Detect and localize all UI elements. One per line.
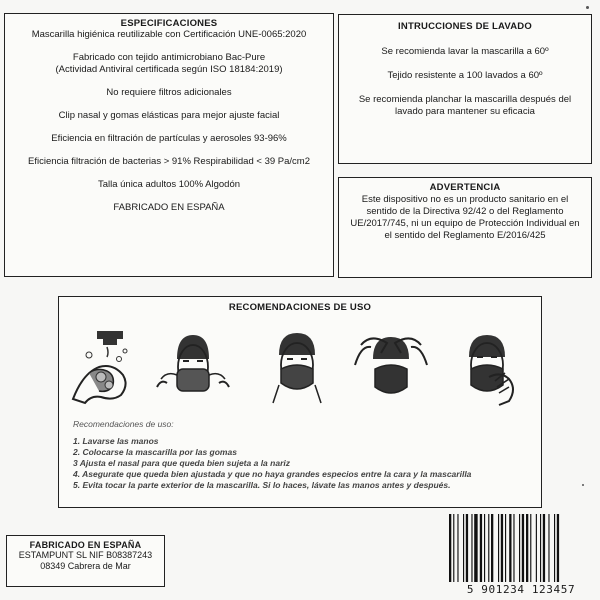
spec-fabric: Fabricado con tejido antimicrobiano Bac-Pure	[72, 52, 266, 63]
spec-size-material: Talla única adultos 100% Algodón	[97, 179, 241, 190]
manufacturer-title: FABRICADO EN ESPAÑA	[29, 540, 142, 550]
spec-no-filters: No requiere filtros adicionales	[106, 87, 232, 98]
recommendation-step: 1. Lavarse las manos	[73, 436, 159, 446]
barcode-icon	[447, 514, 597, 584]
spec-particle-efficiency: Eficiencia en filtración de partículas y aerosoles 93-96%	[51, 133, 287, 144]
washing-ironing: Se recomienda planchar la mascarilla después del lavado para mantener su eficacia	[358, 94, 572, 117]
spec-antiviral: (Actividad Antiviral certificada según ISO 18184:2019)	[55, 64, 283, 75]
manufacturer-panel	[6, 535, 165, 587]
put-on-mask-illustration	[155, 325, 231, 407]
recommendation-step: 2. Colocarse la mascarilla por las gomas	[73, 447, 237, 457]
washing-title: INTRUCCIONES DE LAVADO	[398, 21, 532, 32]
wash-hands-illustration	[67, 325, 143, 407]
recommendation-steps	[73, 436, 471, 491]
recommendations-subtitle: Recomendaciones de uso:	[73, 419, 174, 429]
avoid-touching-mask-illustration	[449, 325, 525, 407]
check-fit-illustration	[353, 325, 429, 407]
specifications-title: ESPECIFICACIONES	[120, 18, 218, 29]
washing-resistance: Tejido resistente a 100 lavados a 60º	[387, 70, 543, 81]
recommendation-step: 5. Evita tocar la parte exterior de la mascarilla. Si lo haces, lávate las manos antes y después.	[73, 480, 451, 490]
recommendation-step: 4. Asegurate que queda bien ajustada y que no haya grandes especios entre la cara y la mascarilla	[73, 469, 472, 479]
warning-title: ADVERTENCIA	[429, 182, 501, 193]
usage-illustrations	[67, 325, 535, 409]
washing-temp: Se recomienda lavar la mascarilla a 60º	[381, 46, 549, 57]
adjust-nose-clip-illustration	[259, 325, 335, 407]
manufacturer-address: 08349 Cabrera de Mar	[40, 561, 131, 571]
manufacturer-company: ESTAMPUNT SL NIF B08387243	[18, 550, 153, 560]
spec-nasal-clip: Clip nasal y gomas elásticas para mejor ajuste facial	[58, 110, 280, 121]
recommendations-title: RECOMENDACIONES DE USO	[228, 302, 372, 313]
scan-speck	[586, 6, 589, 9]
scan-speck	[582, 484, 584, 486]
spec-made-in-spain: FABRICADO EN ESPAÑA	[113, 202, 225, 213]
specifications-panel	[4, 13, 334, 277]
spec-bacteria-efficiency: Eficiencia filtración de bacterias > 91% Respirabilidad < 39 Pa/cm2	[28, 156, 310, 167]
warning-panel	[338, 177, 592, 278]
washing-instructions-panel	[338, 14, 592, 164]
barcode-number: 5 901234 123457	[466, 583, 576, 596]
recommendation-step: 3 Ajusta el nasal para que queda bien sujeta a la nariz	[73, 458, 290, 468]
spec-certification: Mascarilla higiénica reutilizable con Certificación UNE-0065:2020	[31, 29, 307, 40]
warning-text: Este dispositivo no es un producto sanitario en el sentido de la Directiva 92/42 o del Reglamento UE/2017/745, ni un equipo de Protección Individual en el sentido del Reglamento E/2016/425	[350, 194, 580, 241]
usage-recommendations-panel	[58, 296, 542, 508]
